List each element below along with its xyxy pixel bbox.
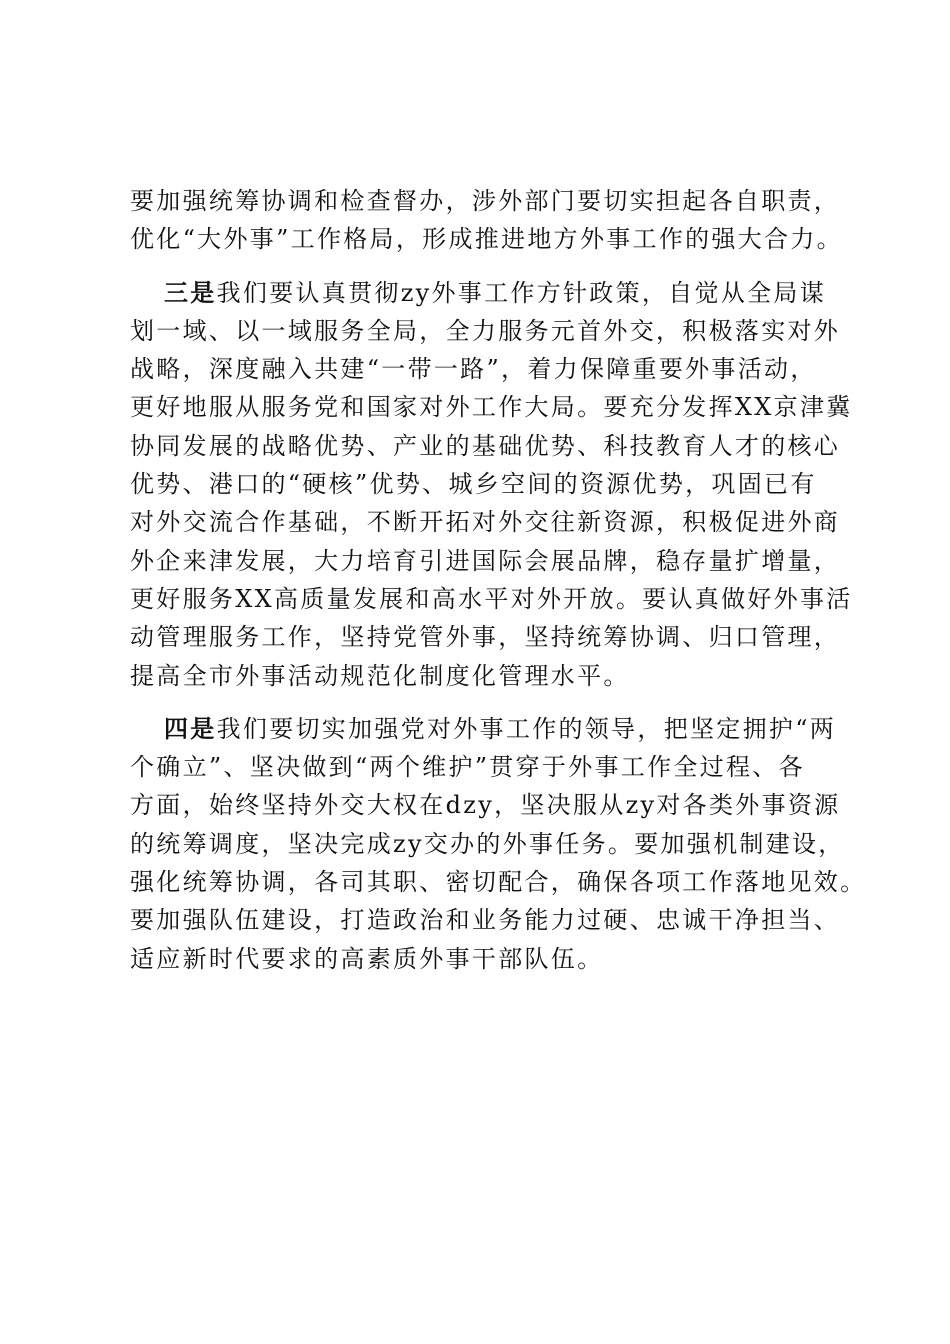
text-line: 优势、港口的“硬核”优势、城乡空间的资源优势，巩固已有 [130, 470, 817, 499]
paragraph-lead: 四是 [164, 713, 217, 743]
text-line: 要加强队伍建设，打造政治和业务能力过硬、忠诚干净担当、 [130, 906, 841, 935]
text-line: 外企来津发展，大力培育引进国际会展品牌，稳存量扩增量， [130, 546, 841, 575]
text-line: 提高全市外事活动规范化制度化管理水平。 [130, 661, 630, 690]
text-line: 强化统筹协调，各司其职、密切配合，确保各项工作落地见效。 [130, 868, 867, 897]
document-body [130, 182, 867, 978]
text-run: 我们要认真贯彻zy外事工作方针政策，自觉从全局谋 [216, 278, 827, 307]
paragraph-1 [130, 182, 850, 259]
text-line: 优化“大外事”工作格局，形成推进地方外事工作的强大合力。 [130, 225, 843, 254]
text-run: 我们要切实加强党对外事工作的领导，把坚定拥护“两 [216, 714, 837, 743]
text-line: 对外交流合作基础，不断开拓对外交往新资源，积极促进外商 [130, 508, 841, 537]
text-line: 方面，始终坚持外交大权在dzy，坚决服从zy对各类外事资源 [130, 791, 841, 820]
text-line: 战略，深度融入共建“一带一路”，着力保障重要外事活动， [130, 355, 817, 384]
text-line: 的统筹调度，坚决完成zy交办的外事任务。要加强机制建设， [130, 829, 845, 858]
paragraph-lead: 三是 [164, 277, 217, 307]
text-line: 更好服务XX高质量发展和高水平对外开放。要认真做好外事活 [130, 584, 853, 613]
text-line: 协同发展的战略优势、产业的基础优势、科技教育人才的核心 [130, 431, 841, 460]
paragraph-2 [130, 274, 853, 695]
text-line: 划一域、以一域服务全局，全力服务元首外交，积极落实对外 [130, 316, 841, 345]
text-line [130, 274, 850, 312]
text-line: 个确立”、坚决做到“两个维护”贯穿于外事工作全过程、各 [130, 753, 805, 782]
text-line: 要加强统筹协调和检查督办，涉外部门要切实担起各自职责， [130, 187, 841, 215]
paragraph-3 [130, 710, 867, 978]
text-line: 适应新时代要求的高素质外事干部队伍。 [130, 944, 604, 973]
text-line: 动管理服务工作，坚持党管外事，坚持统筹协调、归口管理， [130, 623, 841, 652]
text-line [130, 710, 850, 748]
text-line: 更好地服从服务党和国家对外工作大局。要充分发挥XX京津冀 [130, 393, 853, 422]
